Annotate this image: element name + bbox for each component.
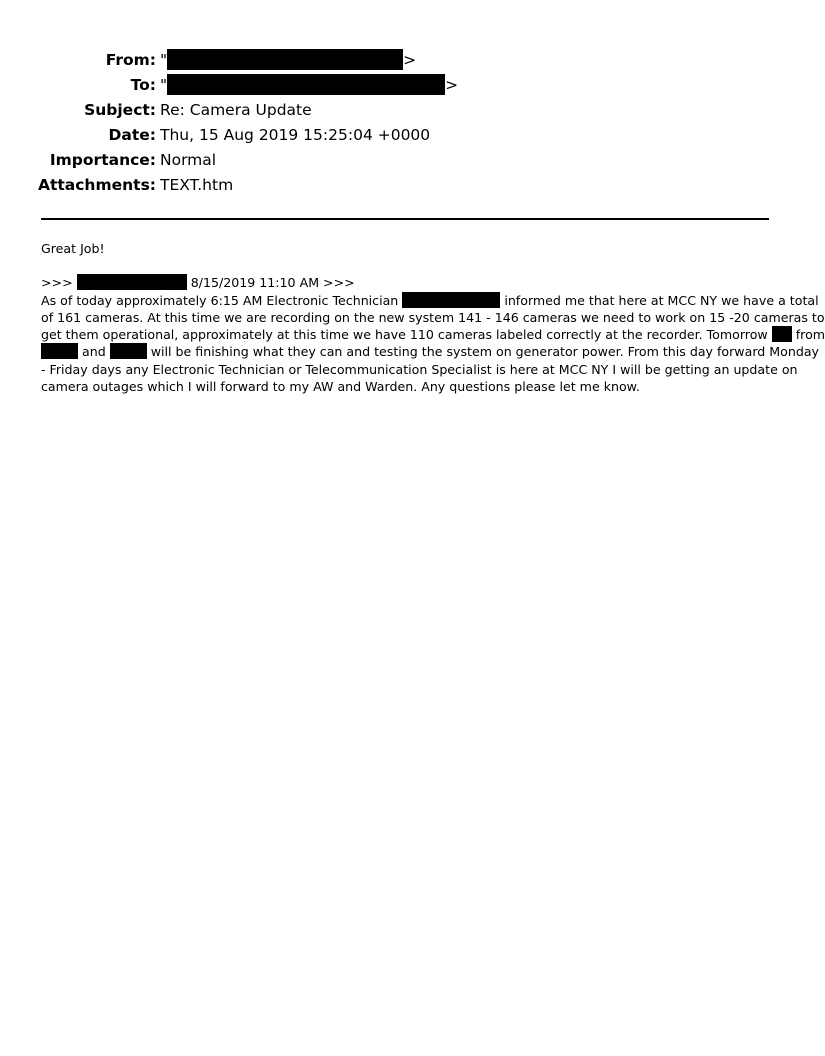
quote-prefix: >>> xyxy=(41,275,73,291)
from-row xyxy=(0,48,816,73)
line-1-text-a: As of today approximately 6:15 AM Electronic Technician xyxy=(41,292,399,308)
date-row xyxy=(0,123,816,148)
to-label: To: xyxy=(130,76,156,94)
to-row xyxy=(0,73,816,98)
to-suffix: > xyxy=(445,76,459,94)
body-line-6: camera outages which I will forward to my AW and Warden. Any questions please let me know. xyxy=(41,379,640,395)
from-redaction xyxy=(167,49,403,70)
body-line-4 xyxy=(41,343,819,360)
name-redaction-1 xyxy=(772,326,792,342)
body-line-2: of 161 cameras. At this time we are recording on the new system 141 - 146 cameras we need to work on 15 -20 cameras to xyxy=(41,309,825,325)
technician-redaction xyxy=(402,292,500,308)
importance-label: Importance: xyxy=(49,151,156,169)
header-divider xyxy=(41,218,769,220)
line-4-text-b: will be finishing what they can and testing the system on generator power. From this day forward Monday xyxy=(150,344,819,360)
quoted-header xyxy=(41,274,771,291)
attachments-value: TEXT.htm xyxy=(160,176,234,194)
subject-label: Subject: xyxy=(84,101,156,119)
greeting: Great Job! xyxy=(41,241,105,256)
sender-redaction xyxy=(77,274,187,290)
name-redaction-2 xyxy=(41,343,78,359)
subject-row xyxy=(0,98,816,123)
attachments-row xyxy=(0,173,816,198)
subject-value: Re: Camera Update xyxy=(160,101,312,119)
to-quote: " xyxy=(160,76,168,94)
to-redaction xyxy=(167,74,445,95)
importance-value: Normal xyxy=(160,151,217,169)
importance-row xyxy=(0,148,816,173)
email-header xyxy=(0,48,816,198)
date-value: Thu, 15 Aug 2019 15:25:04 +0000 xyxy=(160,126,431,144)
from-suffix: > xyxy=(403,51,417,69)
quote-date: 8/15/2019 11:10 AM >>> xyxy=(190,275,355,291)
date-label: Date: xyxy=(108,126,156,144)
line-1-text-b: informed me that here at MCC NY we have a total xyxy=(504,292,819,308)
from-value xyxy=(160,48,416,73)
message-paragraph xyxy=(41,292,825,396)
from-label: From: xyxy=(105,51,156,69)
to-value xyxy=(160,73,458,98)
line-4-text-a: and xyxy=(82,344,106,360)
line-3-text-a: get them operational, approximately at this time we have 110 cameras labeled correctly at the recorder. Tomorrow xyxy=(41,327,768,343)
body-line-1 xyxy=(41,292,819,309)
attachments-label: Attachments: xyxy=(37,176,156,194)
from-quote: " xyxy=(160,51,168,69)
line-3-text-b: from xyxy=(795,327,825,343)
name-redaction-3 xyxy=(110,343,147,359)
body-line-3 xyxy=(41,326,825,343)
email-body xyxy=(41,240,825,395)
body-line-5: - Friday days any Electronic Technician or Telecommunication Specialist is here at MCC NY I will be getting an update on xyxy=(41,361,798,377)
